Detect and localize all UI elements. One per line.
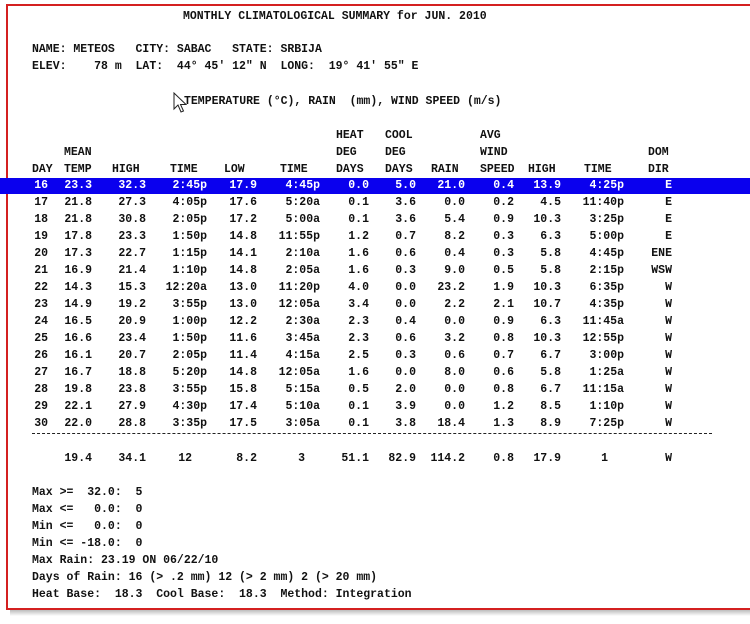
cell-rain: 2.2 [444,298,465,311]
cell-time-wind: 12:55p [582,332,624,345]
cell-time-high: 4:05p [172,196,207,209]
cell-wind-speed: 2.1 [493,298,514,311]
header-cool: COOL [385,129,413,142]
cell-wind-speed: 0.8 [493,332,514,345]
cell-day: 18 [34,213,48,226]
cell-time-high: 1:50p [172,230,207,243]
cell-mean-temp: 16.5 [64,315,92,328]
table-row[interactable] [0,178,750,194]
cell-time-low: 3:05a [285,417,320,430]
cell-low: 11.6 [229,332,257,345]
cell-wind-speed: 0.8 [493,383,514,396]
cell-high: 21.4 [118,264,146,277]
cell-time-low: 2:05a [285,264,320,277]
report-title: MONTHLY CLIMATOLOGICAL SUMMARY for JUN. 2010 [183,10,487,23]
cell-dom-dir: WSW [651,264,672,277]
cell-day: 16 [34,179,48,192]
summary-wind-speed: 0.8 [493,452,514,465]
summary-day-low: 3 [298,452,305,465]
cell-wind-high: 6.3 [540,230,561,243]
cell-mean-temp: 16.9 [64,264,92,277]
cell-high: 20.7 [118,349,146,362]
cell-time-high: 1:50p [172,332,207,345]
cell-rain: 3.2 [444,332,465,345]
cell-mean-temp: 19.8 [64,383,92,396]
header-low: LOW [224,163,245,176]
summary-heat-days: 51.1 [341,452,369,465]
cell-cool-days: 0.6 [395,247,416,260]
summary-mean-temp: 19.4 [64,452,92,465]
cell-time-high: 3:55p [172,298,207,311]
header-rain: RAIN [431,163,459,176]
cell-dom-dir: W [665,349,672,362]
cell-wind-high: 10.3 [533,213,561,226]
cell-rain: 8.0 [444,366,465,379]
cell-time-wind: 4:35p [589,298,624,311]
cell-wind-high: 8.9 [540,417,561,430]
header-cool-days: DAYS [385,163,413,176]
cell-high: 27.3 [118,196,146,209]
station-line: NAME: METEOS CITY: SABAC STATE: SRBIJA [32,43,322,56]
cell-wind-speed: 0.7 [493,349,514,362]
cell-dom-dir: W [665,315,672,328]
cell-wind-high: 5.8 [540,264,561,277]
header-wind: WIND [480,146,508,159]
cell-high: 19.2 [118,298,146,311]
summary-high: 34.1 [118,452,146,465]
stat-line: Min <= 0.0: 0 [32,520,143,533]
cell-day: 21 [34,264,48,277]
cell-mean-temp: 14.9 [64,298,92,311]
cell-cool-days: 0.3 [395,264,416,277]
cell-cool-days: 0.4 [395,315,416,328]
cell-wind-speed: 0.3 [493,230,514,243]
cell-heat-days: 1.6 [348,247,369,260]
cell-day: 30 [34,417,48,430]
frame-shadow [10,610,750,616]
cell-heat-days: 0.1 [348,196,369,209]
cell-cool-days: 0.0 [395,281,416,294]
cell-time-low: 3:45a [285,332,320,345]
cell-low: 11.4 [229,349,257,362]
cell-mean-temp: 14.3 [64,281,92,294]
table-row[interactable] [0,246,750,262]
cell-time-wind: 7:25p [589,417,624,430]
summary-rain: 114.2 [430,452,465,465]
cell-low: 13.0 [229,281,257,294]
cell-day: 26 [34,349,48,362]
stat-line: Min <= -18.0: 0 [32,537,143,550]
cell-dom-dir: ENE [651,247,672,260]
cell-time-high: 1:10p [172,264,207,277]
cell-time-wind: 4:45p [589,247,624,260]
cell-wind-speed: 1.2 [493,400,514,413]
cell-time-wind: 5:00p [589,230,624,243]
cell-wind-speed: 0.6 [493,366,514,379]
table-row[interactable] [0,365,750,381]
summary-day-wind: 1 [601,452,608,465]
summary-wind-high: 17.9 [533,452,561,465]
table-row[interactable] [0,331,750,347]
cell-low: 17.5 [229,417,257,430]
table-row[interactable] [0,280,750,296]
cell-wind-high: 10.3 [533,332,561,345]
cell-wind-speed: 0.9 [493,213,514,226]
cell-rain: 18.4 [437,417,465,430]
cell-wind-high: 6.7 [540,383,561,396]
cell-rain: 0.0 [444,383,465,396]
cell-time-high: 3:55p [172,383,207,396]
cell-cool-days: 0.0 [395,298,416,311]
cell-low: 17.2 [229,213,257,226]
cell-cool-days: 0.3 [395,349,416,362]
cell-cool-days: 3.9 [395,400,416,413]
summary-low: 8.2 [236,452,257,465]
header-dom: DOM [648,146,669,159]
cell-wind-speed: 0.3 [493,247,514,260]
table-row[interactable] [0,348,750,364]
header-deg-heat: DEG [336,146,357,159]
cell-dom-dir: W [665,281,672,294]
table-row[interactable] [0,382,750,398]
cell-day: 22 [34,281,48,294]
header-temp: TEMP [64,163,92,176]
cell-time-wind: 11:45a [582,315,624,328]
cell-time-wind: 3:25p [589,213,624,226]
cell-day: 20 [34,247,48,260]
cell-heat-days: 0.0 [348,179,369,192]
cell-time-low: 5:15a [285,383,320,396]
cell-dom-dir: W [665,366,672,379]
cell-low: 14.1 [229,247,257,260]
cell-dom-dir: E [665,213,672,226]
table-row[interactable] [0,195,750,211]
header-heat: HEAT [336,129,364,142]
table-row[interactable] [0,212,750,228]
header-deg-cool: DEG [385,146,406,159]
cell-dom-dir: E [665,230,672,243]
cell-high: 23.4 [118,332,146,345]
cell-dom-dir: E [665,196,672,209]
cell-rain: 0.0 [444,196,465,209]
cell-mean-temp: 22.1 [64,400,92,413]
cell-heat-days: 3.4 [348,298,369,311]
cell-high: 20.9 [118,315,146,328]
cell-mean-temp: 21.8 [64,196,92,209]
cell-high: 18.8 [118,366,146,379]
cell-wind-speed: 1.3 [493,417,514,430]
cell-dom-dir: W [665,400,672,413]
cell-wind-high: 5.8 [540,366,561,379]
cell-day: 29 [34,400,48,413]
cell-time-wind: 1:25a [589,366,624,379]
cell-time-low: 5:00a [285,213,320,226]
summary-day-high: 12 [178,452,192,465]
cell-mean-temp: 16.1 [64,349,92,362]
cell-rain: 0.0 [444,315,465,328]
cell-dom-dir: W [665,298,672,311]
header-speed: SPEED [480,163,515,176]
cell-dom-dir: E [665,179,672,192]
cell-wind-high: 5.8 [540,247,561,260]
cell-time-wind: 1:10p [589,400,624,413]
cell-wind-high: 6.3 [540,315,561,328]
cell-heat-days: 2.3 [348,332,369,345]
cell-dom-dir: W [665,383,672,396]
cell-cool-days: 5.0 [395,179,416,192]
stat-line: Days of Rain: 16 (> .2 mm) 12 (> 2 mm) 2 (> 20 mm) [32,571,378,584]
cell-day: 28 [34,383,48,396]
cell-time-low: 2:30a [285,315,320,328]
cell-day: 27 [34,366,48,379]
table-row[interactable] [0,314,750,330]
cell-wind-speed: 1.9 [493,281,514,294]
cell-time-high: 5:20p [172,366,207,379]
cell-rain: 9.0 [444,264,465,277]
cell-time-low: 2:10a [285,247,320,260]
cell-wind-speed: 0.4 [493,179,514,192]
cell-time-high: 12:20a [165,281,207,294]
header-time-wind: TIME [584,163,612,176]
cell-low: 13.0 [229,298,257,311]
cell-wind-high: 13.9 [533,179,561,192]
cell-time-high: 1:00p [172,315,207,328]
summary-cool-days: 82.9 [388,452,416,465]
cell-wind-speed: 0.2 [493,196,514,209]
header-day: DAY [32,163,53,176]
cell-cool-days: 0.0 [395,366,416,379]
stat-line: Max <= 0.0: 0 [32,503,143,516]
table-row[interactable] [0,229,750,245]
header-avg: AVG [480,129,501,142]
cell-wind-high: 10.3 [533,281,561,294]
cell-rain: 5.4 [444,213,465,226]
cell-cool-days: 3.6 [395,213,416,226]
cell-wind-high: 6.7 [540,349,561,362]
cell-mean-temp: 16.7 [64,366,92,379]
cell-low: 14.8 [229,366,257,379]
cell-time-low: 4:15a [285,349,320,362]
cell-time-low: 5:20a [285,196,320,209]
cell-high: 27.9 [118,400,146,413]
cell-low: 14.8 [229,230,257,243]
cell-time-low: 12:05a [278,298,320,311]
cell-mean-temp: 23.3 [64,179,92,192]
header-time-high: TIME [170,163,198,176]
cell-time-high: 2:45p [172,179,207,192]
cell-heat-days: 0.1 [348,400,369,413]
cell-rain: 21.0 [437,179,465,192]
cell-high: 23.8 [118,383,146,396]
cell-day: 19 [34,230,48,243]
cell-cool-days: 0.7 [395,230,416,243]
mouse-pointer-icon [173,92,187,114]
table-row[interactable] [0,263,750,279]
cell-time-wind: 3:00p [589,349,624,362]
cell-high: 30.8 [118,213,146,226]
header-dir: DIR [648,163,669,176]
cell-wind-high: 10.7 [533,298,561,311]
cell-time-low: 4:45p [285,179,320,192]
cell-day: 17 [34,196,48,209]
cell-time-wind: 2:15p [589,264,624,277]
header-wind-high: HIGH [528,163,556,176]
cell-wind-speed: 0.5 [493,264,514,277]
cell-cool-days: 3.8 [395,417,416,430]
cell-time-high: 3:35p [172,417,207,430]
cell-wind-high: 8.5 [540,400,561,413]
cell-wind-speed: 0.9 [493,315,514,328]
header-heat-days: DAYS [336,163,364,176]
cell-rain: 0.4 [444,247,465,260]
header-time-low: TIME [280,163,308,176]
stat-line: Max >= 32.0: 5 [32,486,143,499]
separator-line [32,433,712,434]
summary-dom-dir: W [665,452,672,465]
cell-cool-days: 3.6 [395,196,416,209]
stat-line: Max Rain: 23.19 ON 06/22/10 [32,554,219,567]
cell-time-low: 5:10a [285,400,320,413]
cell-time-wind: 6:35p [589,281,624,294]
cell-dom-dir: W [665,332,672,345]
cell-time-high: 2:05p [172,213,207,226]
cell-time-low: 11:20p [278,281,320,294]
cell-time-high: 1:15p [172,247,207,260]
cell-time-wind: 11:15a [582,383,624,396]
cell-high: 15.3 [118,281,146,294]
header-high: HIGH [112,163,140,176]
cell-heat-days: 1.6 [348,366,369,379]
cell-heat-days: 4.0 [348,281,369,294]
cell-high: 23.3 [118,230,146,243]
table-row[interactable] [0,297,750,313]
cell-day: 24 [34,315,48,328]
cell-heat-days: 1.2 [348,230,369,243]
cell-heat-days: 0.5 [348,383,369,396]
cell-heat-days: 2.5 [348,349,369,362]
cell-mean-temp: 21.8 [64,213,92,226]
cell-day: 25 [34,332,48,345]
cell-wind-high: 4.5 [540,196,561,209]
cell-time-high: 2:05p [172,349,207,362]
cell-low: 14.8 [229,264,257,277]
table-row[interactable] [0,416,750,432]
cell-mean-temp: 22.0 [64,417,92,430]
cell-mean-temp: 16.6 [64,332,92,345]
cell-low: 17.6 [229,196,257,209]
cell-cool-days: 0.6 [395,332,416,345]
cell-mean-temp: 17.3 [64,247,92,260]
cell-cool-days: 2.0 [395,383,416,396]
cell-heat-days: 0.1 [348,213,369,226]
cell-time-wind: 11:40p [582,196,624,209]
cell-heat-days: 1.6 [348,264,369,277]
cell-rain: 0.6 [444,349,465,362]
header-mean: MEAN [64,146,92,159]
cell-heat-days: 0.1 [348,417,369,430]
stat-line: Heat Base: 18.3 Cool Base: 18.3 Method: Integration [32,588,412,601]
cell-time-high: 4:30p [172,400,207,413]
cell-high: 28.8 [118,417,146,430]
cell-heat-days: 2.3 [348,315,369,328]
units-line: TEMPERATURE (°C), RAIN (mm), WIND SPEED (m/s) [184,95,502,108]
cell-low: 12.2 [229,315,257,328]
cell-mean-temp: 17.8 [64,230,92,243]
cell-high: 22.7 [118,247,146,260]
table-row[interactable] [0,399,750,415]
cell-time-low: 12:05a [278,366,320,379]
cell-dom-dir: W [665,417,672,430]
cell-low: 17.4 [229,400,257,413]
location-line: ELEV: 78 m LAT: 44° 45' 12" N LONG: 19° 41' 55" E [32,60,419,73]
cell-rain: 23.2 [437,281,465,294]
cell-high: 32.3 [118,179,146,192]
cell-rain: 8.2 [444,230,465,243]
cell-time-low: 11:55p [278,230,320,243]
cell-time-wind: 4:25p [589,179,624,192]
cell-low: 17.9 [229,179,257,192]
cell-rain: 0.0 [444,400,465,413]
cell-low: 15.8 [229,383,257,396]
cell-day: 23 [34,298,48,311]
